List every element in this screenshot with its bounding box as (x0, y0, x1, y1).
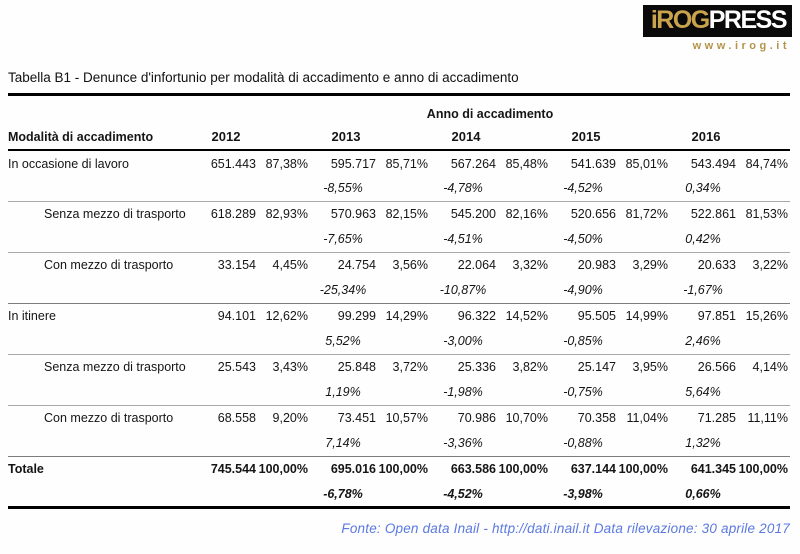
cell-empty (616, 278, 670, 303)
row-label-empty (8, 329, 190, 354)
cell-empty (376, 380, 430, 405)
cell-value: 595.717 (330, 156, 376, 171)
table-row-variation (8, 431, 790, 456)
cell-value: 71.285 (670, 405, 736, 431)
cell-share: 85,71% (385, 156, 428, 171)
row-label: Senza mezzo di trasporto (8, 354, 190, 380)
cell-share: 81,53% (736, 201, 790, 227)
cell-value: 520.656 (550, 201, 616, 227)
cell-share: 84,74% (745, 156, 788, 171)
table-row-variation (8, 278, 790, 303)
cell-variation: -4,78% (443, 181, 483, 196)
table-row-main (8, 303, 790, 329)
table-row-main (8, 354, 790, 380)
cell-variation: -0,85% (563, 334, 603, 349)
super-header-spacer (8, 104, 190, 124)
table-row-main (8, 201, 790, 227)
cell-share: 12,62% (256, 303, 310, 329)
super-header-label: Anno di accadimento (426, 107, 554, 121)
cell-variation: 1,19% (325, 385, 361, 400)
cell-share: 100,00% (376, 456, 430, 482)
cell-empty (616, 482, 670, 507)
cell-share: 81,72% (616, 201, 670, 227)
row-label-empty (8, 482, 190, 507)
table-row-variation (8, 482, 790, 507)
row-label-empty (8, 176, 190, 201)
cell-share: 10,57% (376, 405, 430, 431)
cell-value: 745.544 (190, 456, 256, 482)
cell-value: 26.566 (670, 354, 736, 380)
cell-value: 70.986 (430, 405, 496, 431)
cell-share: 87,38% (265, 156, 308, 171)
cell-empty (496, 329, 550, 354)
cell-variation (190, 278, 256, 303)
cell-value: 567.264 (450, 156, 496, 171)
cell-share: 3,32% (496, 252, 550, 278)
cell-variation (190, 431, 256, 456)
cell-variation: -3,98% (550, 482, 616, 507)
cell-empty (736, 380, 790, 405)
cell-empty (376, 176, 430, 201)
cell-value: 68.558 (190, 405, 256, 431)
cell-value: 70.358 (550, 405, 616, 431)
cell-value: 25.147 (550, 354, 616, 380)
cell-variation: -4,90% (563, 283, 603, 298)
cell-empty (736, 431, 790, 456)
cell-variation: 1,32% (685, 436, 721, 451)
cell-variation: -10,87% (439, 283, 487, 298)
row-label: In itinere (8, 303, 190, 329)
cell-variation: -1,98% (443, 385, 483, 400)
cell-share: 4,14% (736, 354, 790, 380)
row-label-empty (8, 227, 190, 252)
cell-share: 3,22% (736, 252, 790, 278)
table-row-variation (8, 227, 790, 252)
cell-share: 15,26% (736, 303, 790, 329)
logo-website-text: www.irog.it (692, 40, 790, 52)
irogpress-logo-box (643, 5, 792, 37)
cell-variation (190, 329, 256, 354)
cell-value: 73.451 (310, 405, 376, 431)
cell-value: 695.016 (310, 456, 376, 482)
cell-variation: -3,36% (443, 436, 483, 451)
cell-variation: 5,64% (685, 385, 721, 400)
cell-empty (616, 380, 670, 405)
cell-share: 100,00% (736, 456, 790, 482)
irogpress-logo (643, 5, 792, 52)
row-label-empty (8, 380, 190, 405)
cell-variation: -0,88% (563, 436, 603, 451)
cell-share: 82,15% (376, 201, 430, 227)
cell-variation (190, 176, 256, 201)
cell-empty (256, 329, 310, 354)
cell-variation (190, 380, 256, 405)
cell-variation: -3,00% (443, 334, 483, 349)
cell-share: 3,72% (376, 354, 430, 380)
cell-share: 3,43% (256, 354, 310, 380)
year-header-2014: 2014 (430, 124, 550, 150)
table-row-main (8, 456, 790, 482)
source-caption: Fonte: Open data Inail - http://dati.inail.it Data rilevazione: 30 aprile 2017 (341, 520, 790, 536)
cell-share: 11,04% (616, 405, 670, 431)
cell-empty (496, 431, 550, 456)
column-header-row (8, 124, 790, 150)
cell-variation: -4,52% (563, 181, 603, 196)
cell-variation: 0,66% (670, 482, 736, 507)
cell-empty (496, 380, 550, 405)
logo-brand-secondary: PRESS (708, 6, 786, 34)
cell-variation: 2,46% (685, 334, 721, 349)
cell-variation: 0,34% (685, 181, 721, 196)
cell-variation (190, 482, 256, 507)
cell-value: 99.299 (310, 303, 376, 329)
cell-share: 10,70% (496, 405, 550, 431)
cell-share: 100,00% (616, 456, 670, 482)
cell-empty (376, 278, 430, 303)
cell-value: 663.586 (430, 456, 496, 482)
cell-empty (496, 227, 550, 252)
cell-value: 637.144 (550, 456, 616, 482)
cell-share: 3,82% (496, 354, 550, 380)
cell-empty (736, 329, 790, 354)
row-label-empty (8, 278, 190, 303)
cell-empty (496, 278, 550, 303)
row-label: Con mezzo di trasporto (8, 252, 190, 278)
cell-share: 3,95% (616, 354, 670, 380)
cell-empty (616, 329, 670, 354)
cell-share: 85,01% (625, 156, 668, 171)
cell-share: 100,00% (496, 456, 550, 482)
cell-share: 14,99% (616, 303, 670, 329)
table-body (8, 150, 790, 507)
cell-empty (736, 227, 790, 252)
cell-empty (256, 227, 310, 252)
cell-variation: -7,65% (323, 232, 363, 247)
cell-value: 618.289 (190, 201, 256, 227)
cell-share: 100,00% (256, 456, 310, 482)
cell-value: 20.983 (550, 252, 616, 278)
cell-value: 25.848 (310, 354, 376, 380)
logo-brand-primary: iROG (650, 6, 709, 34)
table-row-variation (8, 329, 790, 354)
cell-variation: -8,55% (323, 181, 363, 196)
cell-empty (256, 482, 310, 507)
cell-empty (376, 482, 430, 507)
cell-value: 25.336 (430, 354, 496, 380)
table-title: Tabella B1 - Denunce d'infortunio per modalità di accadimento e anno di accadimento (8, 70, 790, 96)
cell-share: 11,11% (736, 405, 790, 431)
cell-share: 14,29% (376, 303, 430, 329)
row-label: Totale (8, 456, 190, 482)
cell-empty (376, 329, 430, 354)
year-header-2012: 2012 (190, 124, 310, 150)
row-label: Con mezzo di trasporto (8, 405, 190, 431)
year-header-2013: 2013 (310, 124, 430, 150)
year-header-2016: 2016 (670, 124, 790, 150)
row-header-label: Modalità di accadimento (8, 124, 190, 150)
cell-value: 570.963 (310, 201, 376, 227)
injury-reports-table (8, 104, 790, 509)
cell-value: 651.443 (210, 156, 256, 171)
cell-value: 96.322 (430, 303, 496, 329)
cell-variation: 0,42% (685, 232, 721, 247)
cell-value: 641.345 (670, 456, 736, 482)
row-label: Senza mezzo di trasporto (8, 201, 190, 227)
cell-variation: -0,75% (563, 385, 603, 400)
cell-value: 94.101 (190, 303, 256, 329)
row-label-empty (8, 431, 190, 456)
cell-value: 22.064 (430, 252, 496, 278)
cell-variation: -4,51% (443, 232, 483, 247)
table-row-main (8, 150, 790, 176)
cell-variation: -25,34% (319, 283, 367, 298)
cell-empty (616, 227, 670, 252)
cell-share: 4,45% (256, 252, 310, 278)
cell-variation (190, 227, 256, 252)
cell-value: 545.200 (430, 201, 496, 227)
cell-variation: 5,52% (325, 334, 361, 349)
cell-empty (496, 482, 550, 507)
cell-empty (256, 380, 310, 405)
cell-share: 82,93% (256, 201, 310, 227)
cell-share: 3,29% (616, 252, 670, 278)
cell-empty (256, 176, 310, 201)
cell-value: 25.543 (190, 354, 256, 380)
cell-value: 522.861 (670, 201, 736, 227)
cell-value: 33.154 (190, 252, 256, 278)
cell-share: 14,52% (496, 303, 550, 329)
cell-empty (496, 176, 550, 201)
table-row-variation (8, 176, 790, 201)
cell-value: 20.633 (670, 252, 736, 278)
cell-empty (736, 176, 790, 201)
cell-empty (376, 431, 430, 456)
row-label: In occasione di lavoro (8, 156, 129, 171)
cell-variation: -6,78% (310, 482, 376, 507)
cell-value: 95.505 (550, 303, 616, 329)
table-row-main (8, 405, 790, 431)
cell-share: 82,16% (496, 201, 550, 227)
super-header-row (8, 104, 790, 124)
cell-empty (256, 431, 310, 456)
table-row-main (8, 252, 790, 278)
year-header-2015: 2015 (550, 124, 670, 150)
cell-empty (376, 227, 430, 252)
cell-empty (736, 482, 790, 507)
cell-value: 541.639 (570, 156, 616, 171)
cell-share: 9,20% (256, 405, 310, 431)
cell-share: 85,48% (505, 156, 548, 171)
table-row-variation (8, 380, 790, 405)
cell-variation: -4,52% (430, 482, 496, 507)
cell-variation: 7,14% (325, 436, 361, 451)
cell-value: 24.754 (310, 252, 376, 278)
cell-variation: -1,67% (683, 283, 723, 298)
cell-share: 3,56% (376, 252, 430, 278)
cell-empty (616, 431, 670, 456)
cell-empty (736, 278, 790, 303)
cell-value: 97.851 (670, 303, 736, 329)
cell-empty (616, 176, 670, 201)
cell-value: 543.494 (690, 156, 736, 171)
cell-variation: -4,50% (563, 232, 603, 247)
cell-empty (256, 278, 310, 303)
